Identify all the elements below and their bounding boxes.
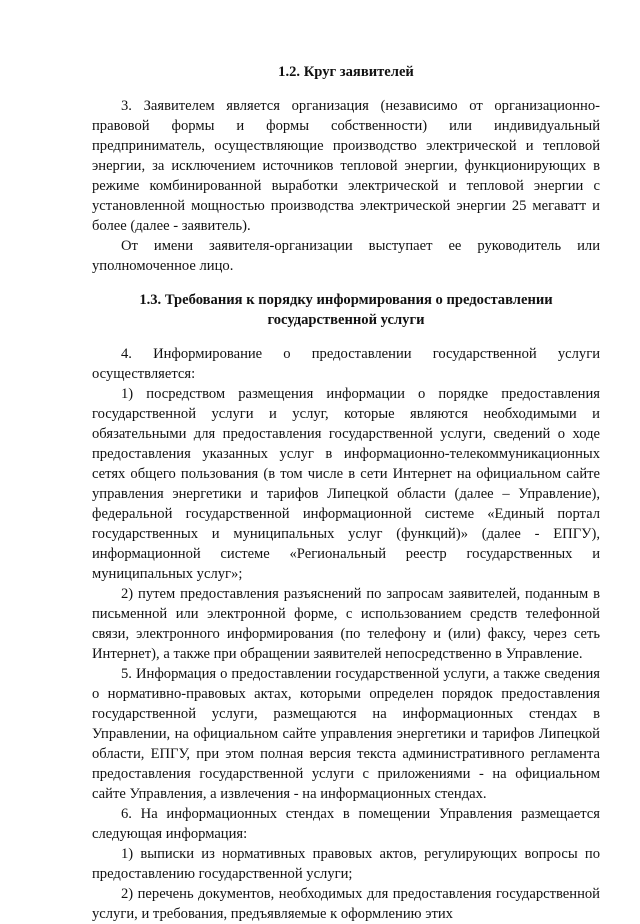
paragraph-6-item-2: 2) перечень документов, необходимых для предоставления государственной услуги, и требования, предъявляемые к оформлению этих xyxy=(92,886,600,922)
paragraph-4-item-2: 2) путем предоставления разъяснений по запросам заявителей, поданным в письменной или электронной форме, с использованием средств телефонной связи, электронного информирования (по телефону и (или) факсу, через сеть Интернет), а также при обращении заявителей непосредственно в Управление. xyxy=(92,586,600,662)
paragraph-6-item-1: 1) выписки из нормативных правовых актов, регулирующих вопросы по предоставлению государственной услуги; xyxy=(92,846,600,882)
paragraph-4-informing: 4. Информирование о предоставлении государственной услуги осуществляется: xyxy=(92,346,600,382)
paragraph-6-stands: 6. На информационных стендах в помещении Управления размещается следующая информация: xyxy=(92,806,600,842)
paragraph-applicant-representative: От имени заявителя-организации выступает ее руководитель или уполномоченное лицо. xyxy=(92,238,600,274)
paragraph-5-information: 5. Информация о предоставлении государственной услуги, а также сведения о нормативно-правовых актах, которыми определен порядок предоставления государственной услуги, размещаются на информационных стендах в Управлении, на официальном сайте управления энергетики и тарифов Липецкой области, ЕПГУ, при этом полная версия текста административного регламента предоставления государственной услуги с приложениями - на официальном сайте Управления, а извлечения - на информационных стендах. xyxy=(92,666,600,802)
spacer xyxy=(92,82,600,96)
document-content xyxy=(92,62,600,924)
paragraph-3-applicants: 3. Заявителем является организация (независимо от организационно-правовой формы и формы собственности) или индивидуальный предприниматель, осуществляющие производство электрической и тепловой энергии, за исключением источников тепловой энергии, функционирующих в режиме комбинированной выработки электрической и тепловой энергии с установленной мощностью производства электрической энергии 25 мегаватт и более (далее - заявитель). xyxy=(92,98,600,234)
paragraph-4-item-1: 1) посредством размещения информации о порядке предоставления государственной услуги и услуг, которые являются необходимыми и обязательными для предоставления государственной услуги, сведений о ходе предоставления указанных услуг в информационно-телекоммуникационных сетях общего пользования (в том числе в сети Интернет на официальном сайте управления энергетики и тарифов Липецкой области (далее – Управление), федеральной государственной информационной системе «Единый портал государственных и муниципальных услуг (функций)» (далее - ЕПГУ), информационной системе «Региональный реестр государственных и муниципальных услуг»; xyxy=(92,386,600,582)
spacer xyxy=(92,276,600,290)
section-title-1-2: 1.2. Круг заявителей xyxy=(278,64,414,80)
section-title-1-3: 1.3. Требования к порядку информирования о предоставлении государственной услуги xyxy=(139,292,553,328)
spacer xyxy=(92,330,600,344)
